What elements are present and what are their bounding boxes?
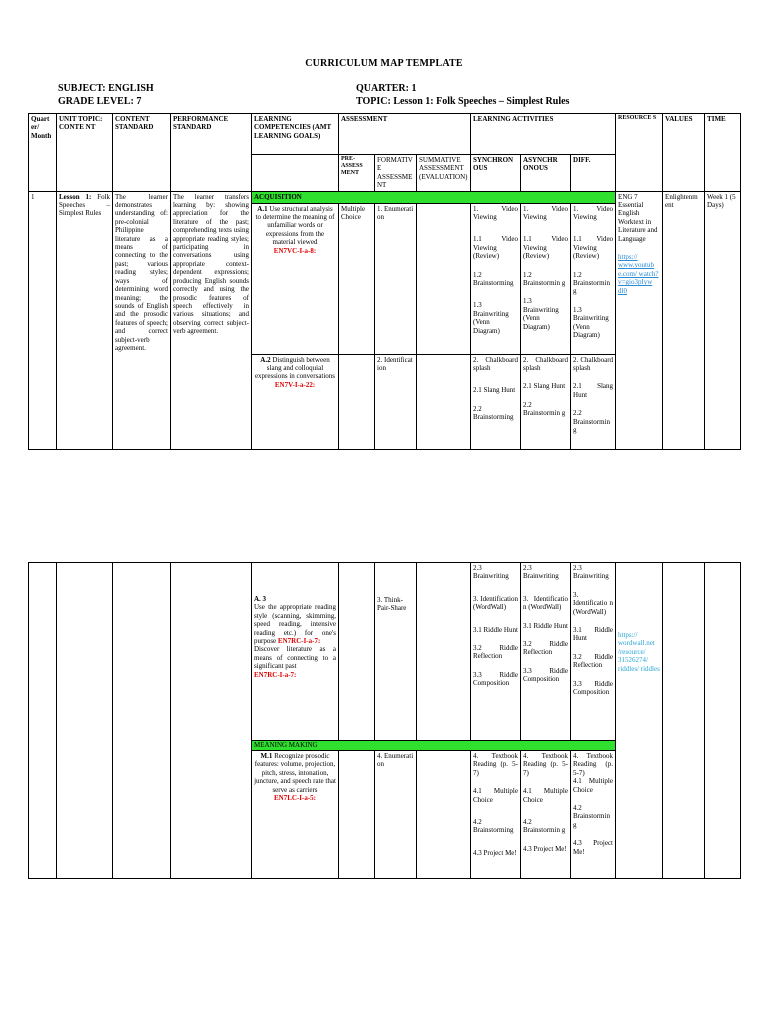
list-item: 1.2 Brainstorming	[473, 270, 514, 288]
list-item: 1.2 Brainstormin g	[523, 270, 566, 288]
diff-a1	[571, 203, 616, 354]
list-item: 2.3 Brainwriting	[573, 564, 609, 581]
competency-a2-code: EN7V-I-a-22:	[274, 380, 316, 389]
list-item: 2.1 Slang Hunt	[573, 382, 614, 399]
list-item: 1.2 Brainstormin g	[573, 270, 610, 296]
list-item: 2.1 Slang Hunt	[523, 382, 566, 391]
unit-topic-text: Folk Speeches – Simplest Rules	[59, 192, 111, 218]
sync-a2	[471, 354, 521, 449]
sync-a3	[471, 563, 521, 741]
competency-a3-number: A. 3	[254, 595, 267, 603]
competency-a1-number: A.1	[257, 204, 268, 213]
header-content-standard: CONTENT STANDARD	[113, 114, 171, 192]
acquisition-band-row	[29, 191, 741, 203]
header-quarter: Quart er/ Month	[29, 114, 57, 192]
resources-cell	[616, 191, 663, 449]
list-item: 2. Chalkboard splash	[573, 355, 614, 373]
list-item: 4.1 Multiple Choice	[523, 787, 568, 804]
list-item: 3.1 Riddle Hunt	[473, 625, 518, 634]
header-performance-standard: PERFORMANCE STANDARD	[171, 114, 252, 192]
list-item: 4.3 Project Me!	[523, 844, 567, 853]
summative-m1	[417, 751, 471, 879]
header-resources: RESOURCE S	[616, 114, 663, 192]
subheader-synchronous: SYNCHRON OUS	[471, 155, 521, 192]
async-a1	[521, 203, 571, 354]
meaning-making-band: MEANING MAKING	[252, 741, 616, 751]
unit-topic-cell-p2	[57, 563, 113, 879]
grade-level-line: GRADE LEVEL: 7	[58, 96, 142, 107]
list-item: 4. Textbook Reading (p. 5-7)	[573, 752, 613, 777]
list-item: 3.2 Riddle Reflection	[523, 640, 568, 657]
list-item: 3. Identification (WordWall)	[473, 594, 518, 612]
subheader-asynchronous: ASYNCHR ONOUS	[521, 155, 571, 192]
list-item: 2.1 Slang Hunt	[473, 386, 516, 395]
list-item: 2. Chalkboard splash	[523, 355, 569, 373]
subject-grade-block	[58, 82, 154, 108]
list-item: 2.2 Brainstorming	[473, 404, 514, 422]
list-item: 3. Identificatio n (WordWall)	[523, 594, 568, 612]
competency-a3-code1: EN7RC-I-a-7:	[277, 637, 321, 646]
list-item: 1.1 Video Viewing (Review)	[523, 235, 569, 261]
summative-a1	[417, 203, 471, 354]
list-item: 4.1 Multiple Choice	[473, 787, 518, 804]
competency-m1-code: EN7LC-I-a-5:	[274, 794, 316, 803]
competency-a1	[252, 203, 339, 354]
async-m1	[521, 751, 571, 879]
list-item: 4. Textbook Reading (p. 5-7)	[523, 752, 568, 777]
competency-a3-text2: Discover literature as a means of connecting to a significant past	[254, 645, 336, 671]
unit-topic-cell	[57, 191, 113, 449]
list-item: 1.1 Video Viewing (Review)	[473, 235, 519, 261]
list-item: 4.3 Project Me!	[473, 848, 517, 857]
quarter-cell: 1	[29, 191, 57, 449]
diff-m1	[571, 751, 616, 879]
topic-line: TOPIC: Lesson 1: Folk Speeches – Simplest Rules	[356, 96, 570, 107]
list-item: 1.3 Brainwriting (Venn Diagram)	[473, 301, 509, 335]
curriculum-map-table-page1	[28, 113, 741, 450]
time-cell-p2	[705, 563, 741, 879]
header-row	[29, 114, 741, 155]
resources-wordwall-link[interactable]: https:// wordwall.net /resource/ 31526274/ riddles/ riddles	[618, 631, 660, 673]
header-time: TIME	[705, 114, 741, 192]
quarter-topic-block	[356, 82, 569, 108]
resources-cell-p2	[616, 563, 663, 879]
time-cell: Week 1 (5 Days)	[705, 191, 741, 449]
list-item: 4.2 Brainstormin g	[523, 818, 566, 835]
pre-assessment-a3	[339, 563, 375, 741]
quarter-line: QUARTER: 1	[356, 83, 417, 94]
subheader-pre-assessment: PRE-ASSESS MENT	[339, 155, 375, 192]
pre-assessment-m1	[339, 751, 375, 879]
formative-a3: 3. Think-Pair-Share	[375, 563, 417, 741]
list-item: 1. Video Viewing	[523, 204, 569, 222]
diff-a2	[571, 354, 616, 449]
list-item: 2.3 Brainwriting	[523, 564, 559, 581]
formative-a1: 1. Enumerati on	[375, 203, 417, 354]
list-item: 1. Video Viewing	[573, 204, 614, 222]
acquisition-band: ACQUISITION	[252, 191, 616, 203]
diff-a3	[571, 563, 616, 741]
list-item: 2.2 Brainstormin g	[523, 400, 566, 418]
formative-a2: 2. Identificat ion	[375, 354, 417, 449]
competency-a1-code: EN7VC-I-a-8:	[273, 246, 317, 255]
list-item: 1.3 Brainwriting (Venn Diagram)	[573, 305, 609, 340]
subheader-summative: SUMMATIVE ASSESSMENT (EVALUATION)	[417, 155, 471, 192]
list-item: 3.2 Riddle Reflection	[473, 644, 518, 661]
competency-m1-text: Recognize prosodic features: volume, projection, pitch, stress, intonation, juncture, and speech rate that serve as carriers	[254, 752, 336, 794]
list-item: 2. Chalkboard splash	[473, 355, 519, 373]
header-assessment: ASSESSMENT	[339, 114, 471, 155]
list-item: 1.1 Video Viewing (Review)	[573, 235, 614, 261]
values-cell-p2	[663, 563, 705, 879]
competency-m1-number: M.1	[260, 752, 273, 760]
competency-m1	[252, 751, 339, 879]
quarter-cell-p2	[29, 563, 57, 879]
list-item: 2.2 Brainstormin g	[573, 409, 610, 435]
summative-a2	[417, 354, 471, 449]
competency-a2-text: Distinguish between slang and colloquial expressions in conversations	[254, 355, 336, 381]
competency-a3	[252, 563, 339, 741]
document-title: CURRICULUM MAP TEMPLATE	[305, 58, 463, 69]
sync-m1	[471, 751, 521, 879]
competency-a2	[252, 354, 339, 449]
list-item: 4.1 Multiple Choice	[573, 777, 613, 794]
list-item: 1.3 Brainwriting (Venn Diagram)	[523, 297, 559, 331]
list-item: 3. Identificatio n (WordWall)	[573, 590, 613, 616]
header-values: VALUES	[663, 114, 705, 192]
list-item: 4.2 Brainstorming	[473, 818, 514, 835]
list-item: 3.3 Riddle Composition	[523, 666, 568, 684]
sync-a1	[471, 203, 521, 354]
resources-text: ENG 7 Essential English Worktext in Literature and Language	[618, 192, 658, 243]
performance-standard-cell-p2	[171, 563, 252, 879]
list-item: 4.2 Brainstormin g	[573, 804, 610, 829]
content-standard-cell-p2	[113, 563, 171, 879]
list-item: 4. Textbook Reading (p. 5-7)	[473, 752, 518, 777]
content-standard-cell: The learner demonstrates understanding of: pre-colonial Philippine literature as a means of connecting to the past; various reading styles; ways of determining word meaning; the sounds of English and the prosodic features of speech; and correct subject-verb agreement.	[113, 191, 171, 449]
competency-a3-code2: EN7RC-I-a-7:	[254, 670, 297, 679]
summative-a3	[417, 563, 471, 741]
subheader-diff: DIFF.	[571, 155, 616, 192]
subheader-formative: FORMATIVE ASSESSMENT	[375, 155, 417, 192]
curriculum-map-table-page2	[28, 562, 741, 879]
list-item: 1. Video Viewing	[473, 204, 519, 222]
header-learning-activities: LEARNING ACTIVITIES	[471, 114, 616, 155]
resources-youtube-link[interactable]: https:// www.youtub e.com/ watch? v=gio3pIyw dl0	[618, 253, 659, 295]
async-a2	[521, 354, 571, 449]
unit-topic-lesson: Lesson 1:	[59, 192, 92, 201]
header-learning-competencies: LEARNING COMPETENCIES (AMT LEARNING GOALS)	[252, 114, 339, 155]
list-item: 3.3 Riddle Composition	[573, 679, 613, 697]
header-unit-topic: UNIT TOPIC: CONTE NT	[57, 114, 113, 192]
competency-a1-text: Use structural analysis to determine the meaning of unfamiliar words or expressions from the material viewed	[255, 204, 335, 247]
formative-m1: 4. Enumerati on	[375, 751, 417, 879]
competency-a3-text: Use the appropriate reading style (scanning, skimming, speed reading, intensive reading etc.) for one's purpose	[254, 603, 336, 646]
list-item: 4.3 Project Me!	[573, 839, 613, 856]
competency-a2-number: A.2	[260, 355, 271, 364]
pre-assessment-a1: Multiple Choice	[339, 203, 375, 354]
performance-standard-cell: The learner transfers learning by: showing appreciation for the literature of the past; comprehending texts using appropriate reading styles; participating in conversations using appropriate context-dependent expressions; producing English sounds correctly and using the prosodic features of speech effectively in various situations; and observing correct subject-verb agreement.	[171, 191, 252, 449]
list-item: 3.3 Riddle Composition	[473, 670, 518, 688]
list-item: 3.2 Riddle Reflection	[573, 652, 613, 670]
pre-assessment-a2	[339, 354, 375, 449]
list-item: 3.1 Riddle Hunt	[523, 621, 568, 630]
values-cell: Enlightenm ent	[663, 191, 705, 449]
async-a3	[521, 563, 571, 741]
subheader-empty	[252, 155, 339, 192]
competency-a3-row	[29, 563, 741, 741]
list-item: 3.1 Riddle Hunt	[573, 626, 613, 643]
subject-line: SUBJECT: ENGLISH	[58, 83, 154, 94]
list-item: 2.3 Brainwriting	[473, 564, 509, 581]
